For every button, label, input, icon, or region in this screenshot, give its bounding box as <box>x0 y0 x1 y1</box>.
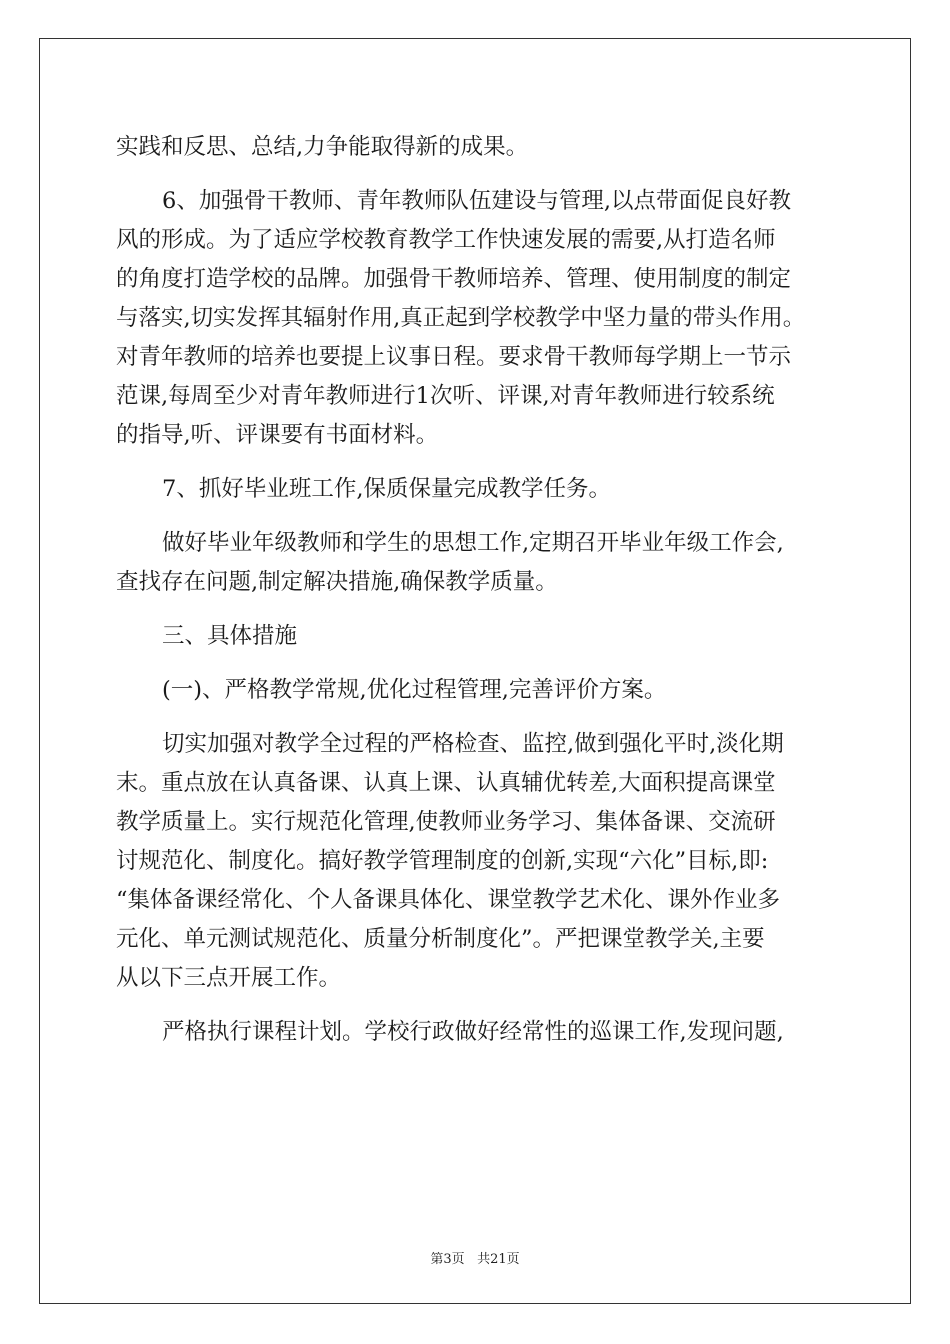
paragraph <box>116 725 836 998</box>
text-line: 切实加强对教学全过程的严格检查、监控,做到强化平时,淡化期 <box>162 731 784 757</box>
text-line: 从以下三点开展工作。 <box>116 965 342 991</box>
paragraph <box>116 470 836 509</box>
paragraph <box>116 617 836 656</box>
page-total: 共21页 <box>477 1252 520 1267</box>
text-line: 与落实,切实发挥其辐射作用,真正起到学校教学中坚力量的带头作用。 <box>116 305 806 331</box>
text-line: 的指导,听、评课要有书面材料。 <box>116 422 439 448</box>
text-line: 查找存在问题,制定解决措施,确保教学质量。 <box>116 569 558 595</box>
text-line: 元化、单元测试规范化、质量分析制度化”。严把课堂教学关,主要 <box>116 926 765 952</box>
text-line: 做好毕业年级教师和学生的思想工作,定期召开毕业年级工作会, <box>162 530 784 556</box>
text-line: 的角度打造学校的品牌。加强骨干教师培养、管理、使用制度的制定 <box>116 266 792 292</box>
text-line: 范课,每周至少对青年教师进行1次听、评课,对青年教师进行较系统 <box>116 383 775 409</box>
text-line: 三、具体措施 <box>162 623 298 649</box>
text-line: 对青年教师的培养也要提上议事日程。要求骨干教师每学期上一节示 <box>116 344 792 370</box>
text-line: 7、抓好毕业班工作,保质保量完成教学任务。 <box>162 476 611 502</box>
paragraph <box>116 128 836 167</box>
text-line: 风的形成。为了适应学校教育教学工作快速发展的需要,从打造名师 <box>116 227 776 253</box>
text-line: 6、加强骨干教师、青年教师队伍建设与管理,以点带面促良好教 <box>162 188 791 214</box>
text-line: 末。重点放在认真备课、认真上课、认真辅优转差,大面积提高课堂 <box>116 770 776 796</box>
page-number: 第3页 <box>430 1252 465 1267</box>
paragraph <box>116 1013 836 1052</box>
paragraph <box>116 182 836 455</box>
document-body <box>116 128 836 1067</box>
text-line: 实践和反思、总结,力争能取得新的成果。 <box>116 134 529 160</box>
paragraph <box>116 671 836 710</box>
text-line: 教学质量上。实行规范化管理,使教师业务学习、集体备课、交流研 <box>116 809 776 835</box>
text-line: (一)、严格教学常规,优化过程管理,完善评价方案。 <box>162 677 667 703</box>
paragraph <box>116 524 836 602</box>
text-line: 严格执行课程计划。学校行政做好经常性的巡课工作,发现问题, <box>162 1019 784 1045</box>
text-line: “集体备课经常化、个人备课具体化、课堂教学艺术化、课外作业多 <box>116 887 781 913</box>
page-footer <box>0 1248 950 1267</box>
text-line: 讨规范化、制度化。搞好教学管理制度的创新,实现“六化”目标,即: <box>116 848 769 874</box>
